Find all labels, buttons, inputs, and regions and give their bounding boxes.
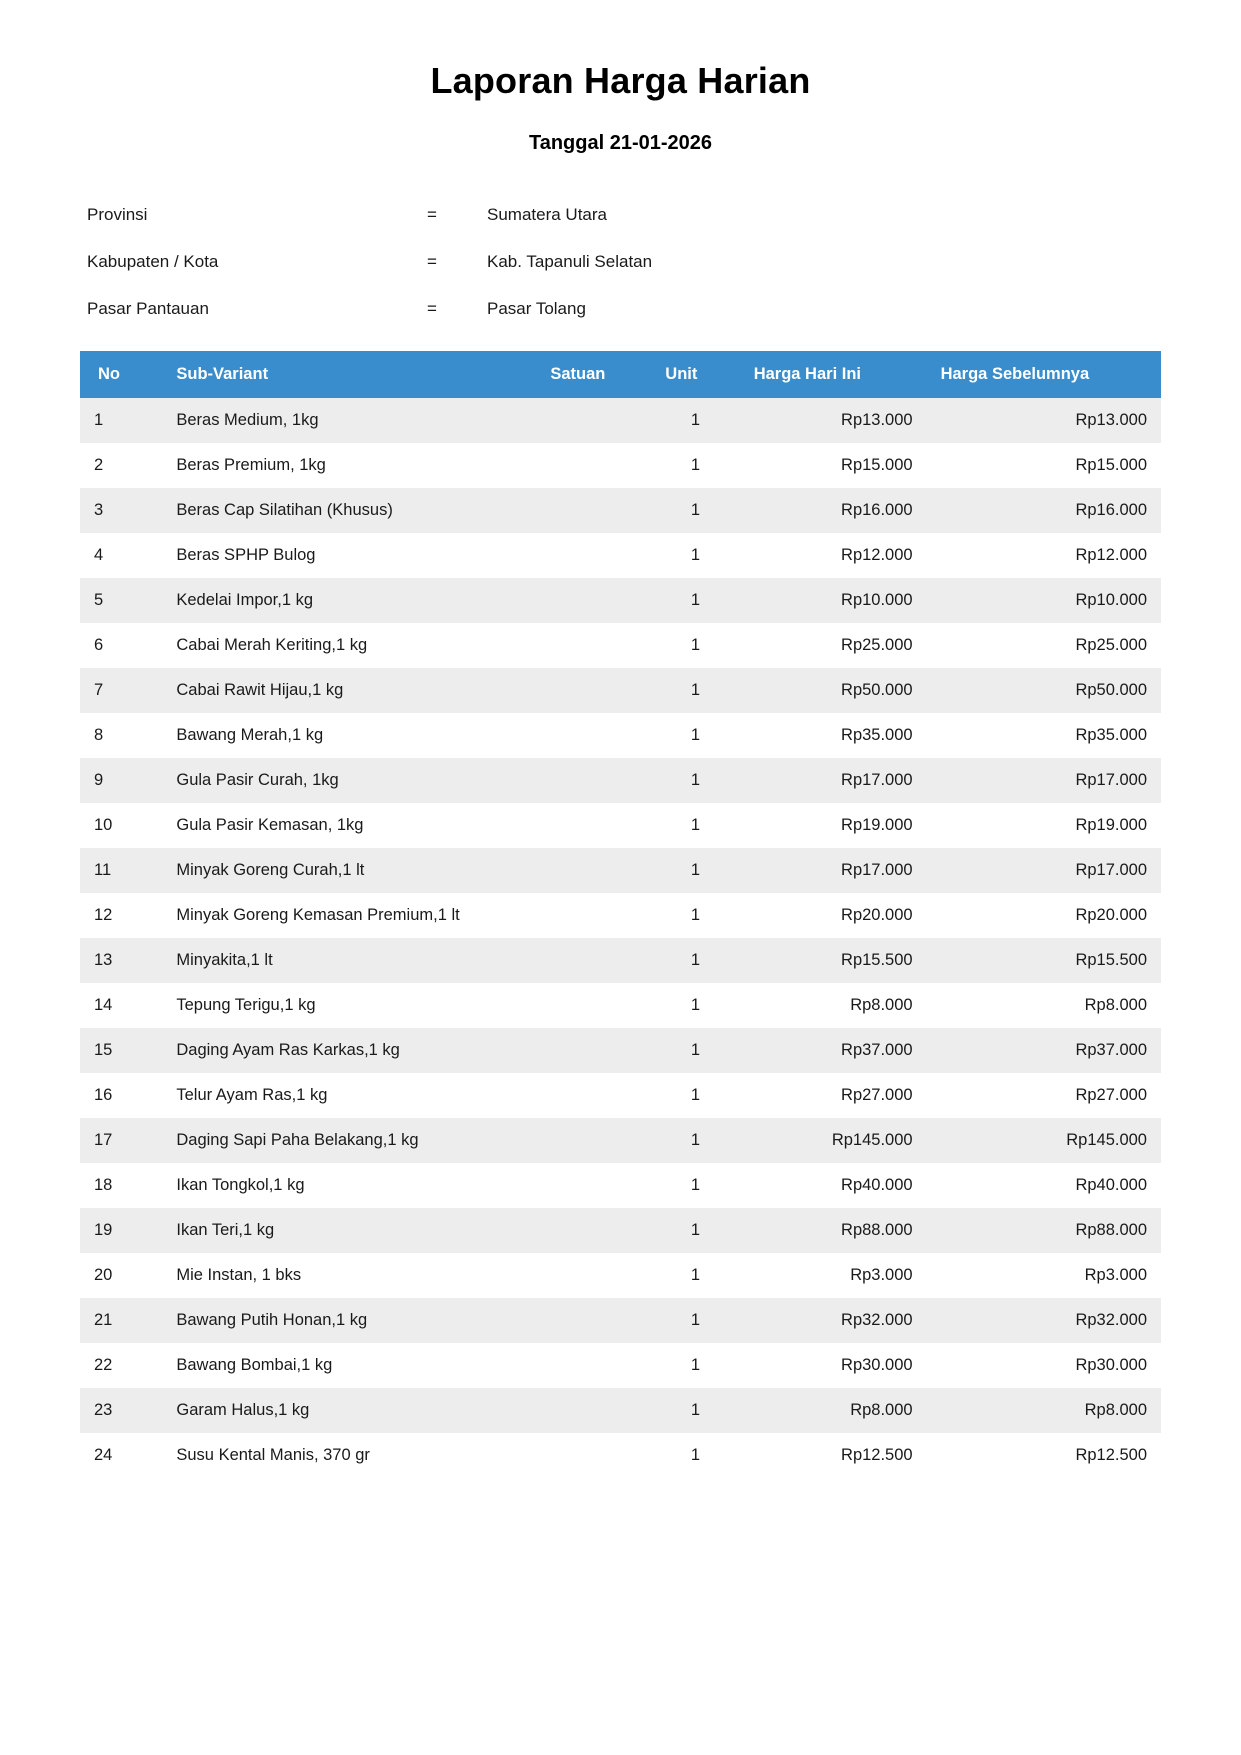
cell-harga-sebelumnya: Rp15.500 [927, 938, 1161, 983]
cell-satuan [536, 983, 651, 1028]
cell-sub-variant: Bawang Merah,1 kg [162, 713, 536, 758]
cell-harga-sebelumnya: Rp10.000 [927, 578, 1161, 623]
cell-harga-sebelumnya: Rp12.000 [927, 533, 1161, 578]
cell-harga-sebelumnya: Rp17.000 [927, 848, 1161, 893]
cell-harga-hari-ini: Rp12.500 [740, 1433, 927, 1478]
cell-unit: 1 [651, 893, 739, 938]
cell-satuan [536, 803, 651, 848]
table-row [80, 713, 1161, 758]
cell-no: 5 [80, 578, 162, 623]
price-table-body [80, 398, 1161, 1478]
cell-harga-hari-ini: Rp16.000 [740, 488, 927, 533]
cell-no: 7 [80, 668, 162, 713]
cell-satuan [536, 1343, 651, 1388]
column-header-satuan: Satuan [536, 351, 651, 398]
cell-harga-hari-ini: Rp32.000 [740, 1298, 927, 1343]
cell-no: 22 [80, 1343, 162, 1388]
cell-harga-hari-ini: Rp15.500 [740, 938, 927, 983]
cell-sub-variant: Telur Ayam Ras,1 kg [162, 1073, 536, 1118]
cell-harga-hari-ini: Rp13.000 [740, 398, 927, 443]
cell-harga-hari-ini: Rp15.000 [740, 443, 927, 488]
cell-no: 8 [80, 713, 162, 758]
cell-sub-variant: Minyak Goreng Curah,1 lt [162, 848, 536, 893]
cell-no: 24 [80, 1433, 162, 1478]
table-row [80, 533, 1161, 578]
cell-sub-variant: Kedelai Impor,1 kg [162, 578, 536, 623]
cell-no: 13 [80, 938, 162, 983]
cell-harga-sebelumnya: Rp13.000 [927, 398, 1161, 443]
cell-no: 12 [80, 893, 162, 938]
report-metadata [87, 205, 1161, 319]
cell-harga-hari-ini: Rp10.000 [740, 578, 927, 623]
cell-harga-sebelumnya: Rp37.000 [927, 1028, 1161, 1073]
cell-harga-hari-ini: Rp8.000 [740, 1388, 927, 1433]
cell-sub-variant: Cabai Merah Keriting,1 kg [162, 623, 536, 668]
cell-harga-sebelumnya: Rp50.000 [927, 668, 1161, 713]
column-header-harga-sebelumnya: Harga Sebelumnya [927, 351, 1161, 398]
table-row [80, 1343, 1161, 1388]
cell-unit: 1 [651, 938, 739, 983]
cell-unit: 1 [651, 1073, 739, 1118]
cell-unit: 1 [651, 1298, 739, 1343]
table-row [80, 443, 1161, 488]
table-row [80, 983, 1161, 1028]
metadata-row [87, 252, 1161, 272]
cell-harga-sebelumnya: Rp19.000 [927, 803, 1161, 848]
metadata-label: Pasar Pantauan [87, 299, 209, 318]
table-row [80, 938, 1161, 983]
table-row [80, 1298, 1161, 1343]
cell-no: 14 [80, 983, 162, 1028]
cell-satuan [536, 533, 651, 578]
cell-harga-hari-ini: Rp17.000 [740, 848, 927, 893]
cell-harga-sebelumnya: Rp25.000 [927, 623, 1161, 668]
metadata-value: Kab. Tapanuli Selatan [487, 252, 653, 271]
metadata-separator: = [427, 299, 437, 318]
cell-satuan [536, 848, 651, 893]
cell-harga-hari-ini: Rp25.000 [740, 623, 927, 668]
cell-satuan [536, 578, 651, 623]
table-row [80, 1433, 1161, 1478]
cell-harga-hari-ini: Rp37.000 [740, 1028, 927, 1073]
column-header-no: No [80, 351, 162, 398]
cell-harga-hari-ini: Rp19.000 [740, 803, 927, 848]
cell-no: 2 [80, 443, 162, 488]
cell-harga-hari-ini: Rp40.000 [740, 1163, 927, 1208]
cell-unit: 1 [651, 1343, 739, 1388]
cell-satuan [536, 1208, 651, 1253]
cell-no: 18 [80, 1163, 162, 1208]
cell-unit: 1 [651, 668, 739, 713]
cell-no: 3 [80, 488, 162, 533]
price-table-header [80, 351, 1161, 398]
cell-satuan [536, 1298, 651, 1343]
cell-unit: 1 [651, 398, 739, 443]
cell-satuan [536, 1073, 651, 1118]
cell-harga-sebelumnya: Rp12.500 [927, 1433, 1161, 1478]
cell-satuan [536, 713, 651, 758]
cell-sub-variant: Beras Premium, 1kg [162, 443, 536, 488]
cell-harga-hari-ini: Rp30.000 [740, 1343, 927, 1388]
cell-sub-variant: Tepung Terigu,1 kg [162, 983, 536, 1028]
table-row [80, 758, 1161, 803]
cell-sub-variant: Daging Ayam Ras Karkas,1 kg [162, 1028, 536, 1073]
cell-unit: 1 [651, 488, 739, 533]
cell-no: 15 [80, 1028, 162, 1073]
cell-no: 6 [80, 623, 162, 668]
cell-harga-sebelumnya: Rp88.000 [927, 1208, 1161, 1253]
metadata-value: Pasar Tolang [487, 299, 586, 318]
metadata-label: Kabupaten / Kota [87, 252, 219, 271]
cell-harga-hari-ini: Rp20.000 [740, 893, 927, 938]
cell-harga-sebelumnya: Rp27.000 [927, 1073, 1161, 1118]
cell-no: 20 [80, 1253, 162, 1298]
table-row [80, 848, 1161, 893]
cell-harga-sebelumnya: Rp16.000 [927, 488, 1161, 533]
metadata-value: Sumatera Utara [487, 205, 607, 224]
cell-sub-variant: Minyak Goreng Kemasan Premium,1 lt [162, 893, 536, 938]
table-row [80, 1028, 1161, 1073]
table-row [80, 398, 1161, 443]
cell-sub-variant: Beras Medium, 1kg [162, 398, 536, 443]
cell-no: 1 [80, 398, 162, 443]
cell-sub-variant: Beras SPHP Bulog [162, 533, 536, 578]
table-row [80, 1163, 1161, 1208]
cell-harga-hari-ini: Rp27.000 [740, 1073, 927, 1118]
cell-unit: 1 [651, 713, 739, 758]
cell-harga-sebelumnya: Rp145.000 [927, 1118, 1161, 1163]
cell-sub-variant: Susu Kental Manis, 370 gr [162, 1433, 536, 1478]
cell-no: 11 [80, 848, 162, 893]
cell-harga-sebelumnya: Rp35.000 [927, 713, 1161, 758]
cell-sub-variant: Gula Pasir Curah, 1kg [162, 758, 536, 803]
column-header-harga-hari-ini: Harga Hari Ini [740, 351, 927, 398]
cell-unit: 1 [651, 533, 739, 578]
cell-harga-sebelumnya: Rp3.000 [927, 1253, 1161, 1298]
cell-harga-hari-ini: Rp17.000 [740, 758, 927, 803]
cell-harga-sebelumnya: Rp8.000 [927, 1388, 1161, 1433]
cell-unit: 1 [651, 1118, 739, 1163]
cell-unit: 1 [651, 1388, 739, 1433]
table-row [80, 1208, 1161, 1253]
cell-no: 9 [80, 758, 162, 803]
cell-harga-sebelumnya: Rp40.000 [927, 1163, 1161, 1208]
cell-no: 10 [80, 803, 162, 848]
cell-unit: 1 [651, 803, 739, 848]
metadata-label: Provinsi [87, 205, 148, 224]
cell-harga-sebelumnya: Rp17.000 [927, 758, 1161, 803]
cell-harga-hari-ini: Rp35.000 [740, 713, 927, 758]
cell-satuan [536, 1388, 651, 1433]
cell-unit: 1 [651, 443, 739, 488]
cell-sub-variant: Cabai Rawit Hijau,1 kg [162, 668, 536, 713]
metadata-separator: = [427, 205, 437, 224]
metadata-separator: = [427, 252, 437, 271]
cell-harga-hari-ini: Rp145.000 [740, 1118, 927, 1163]
table-row [80, 1253, 1161, 1298]
cell-unit: 1 [651, 758, 739, 803]
cell-satuan [536, 668, 651, 713]
page-title: Laporan Harga Harian [430, 60, 811, 101]
cell-sub-variant: Gula Pasir Kemasan, 1kg [162, 803, 536, 848]
cell-harga-hari-ini: Rp3.000 [740, 1253, 927, 1298]
cell-harga-sebelumnya: Rp15.000 [927, 443, 1161, 488]
cell-sub-variant: Garam Halus,1 kg [162, 1388, 536, 1433]
cell-no: 19 [80, 1208, 162, 1253]
cell-unit: 1 [651, 1163, 739, 1208]
cell-sub-variant: Daging Sapi Paha Belakang,1 kg [162, 1118, 536, 1163]
cell-no: 23 [80, 1388, 162, 1433]
cell-sub-variant: Bawang Bombai,1 kg [162, 1343, 536, 1388]
report-date: Tanggal 21-01-2026 [528, 132, 713, 154]
cell-unit: 1 [651, 1028, 739, 1073]
cell-satuan [536, 398, 651, 443]
table-row [80, 893, 1161, 938]
cell-sub-variant: Ikan Teri,1 kg [162, 1208, 536, 1253]
cell-satuan [536, 893, 651, 938]
table-row [80, 623, 1161, 668]
cell-unit: 1 [651, 1253, 739, 1298]
column-header-unit: Unit [651, 351, 739, 398]
cell-harga-sebelumnya: Rp8.000 [927, 983, 1161, 1028]
cell-unit: 1 [651, 983, 739, 1028]
table-row [80, 668, 1161, 713]
cell-harga-hari-ini: Rp8.000 [740, 983, 927, 1028]
cell-sub-variant: Bawang Putih Honan,1 kg [162, 1298, 536, 1343]
cell-satuan [536, 1253, 651, 1298]
cell-sub-variant: Ikan Tongkol,1 kg [162, 1163, 536, 1208]
cell-satuan [536, 1163, 651, 1208]
cell-satuan [536, 938, 651, 983]
table-row [80, 578, 1161, 623]
cell-harga-hari-ini: Rp12.000 [740, 533, 927, 578]
cell-unit: 1 [651, 578, 739, 623]
cell-harga-sebelumnya: Rp32.000 [927, 1298, 1161, 1343]
column-header-sub-variant: Sub-Variant [162, 351, 536, 398]
cell-sub-variant: Mie Instan, 1 bks [162, 1253, 536, 1298]
table-row [80, 488, 1161, 533]
cell-no: 4 [80, 533, 162, 578]
cell-no: 21 [80, 1298, 162, 1343]
table-row [80, 803, 1161, 848]
cell-harga-hari-ini: Rp50.000 [740, 668, 927, 713]
cell-unit: 1 [651, 1433, 739, 1478]
cell-satuan [536, 488, 651, 533]
cell-no: 17 [80, 1118, 162, 1163]
cell-satuan [536, 1433, 651, 1478]
cell-sub-variant: Minyakita,1 lt [162, 938, 536, 983]
cell-harga-sebelumnya: Rp20.000 [927, 893, 1161, 938]
cell-unit: 1 [651, 1208, 739, 1253]
cell-satuan [536, 623, 651, 668]
cell-satuan [536, 443, 651, 488]
cell-satuan [536, 1118, 651, 1163]
metadata-row [87, 299, 1161, 319]
metadata-row [87, 205, 1161, 225]
table-header-row [80, 351, 1161, 398]
table-row [80, 1388, 1161, 1433]
table-row [80, 1118, 1161, 1163]
price-table [80, 351, 1161, 1478]
cell-harga-hari-ini: Rp88.000 [740, 1208, 927, 1253]
table-row [80, 1073, 1161, 1118]
cell-harga-sebelumnya: Rp30.000 [927, 1343, 1161, 1388]
cell-satuan [536, 1028, 651, 1073]
cell-unit: 1 [651, 623, 739, 668]
cell-satuan [536, 758, 651, 803]
cell-sub-variant: Beras Cap Silatihan (Khusus) [162, 488, 536, 533]
cell-no: 16 [80, 1073, 162, 1118]
cell-unit: 1 [651, 848, 739, 893]
